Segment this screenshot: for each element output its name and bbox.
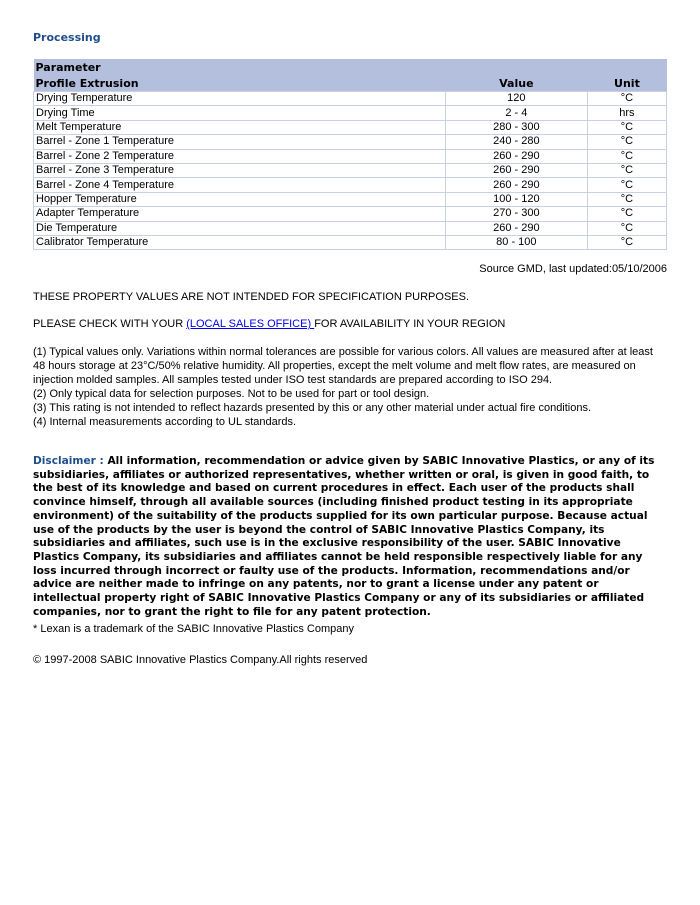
table-row xyxy=(34,106,667,120)
cell-unit: °C xyxy=(587,235,666,249)
cell-value: 240 - 280 xyxy=(445,135,587,149)
table-row xyxy=(34,120,667,134)
cell-unit: °C xyxy=(587,163,666,177)
cell-unit: hrs xyxy=(587,106,666,120)
header-value: Value xyxy=(499,76,534,90)
footnote: (1) Typical values only. Variations within normal tolerances are possible for various colors. All values are measured after at least 48 hours storage at 23°C/50% relative humidity. All properties, except the melt volume and melt flow rates, are measured on injection molded samples. All samples tested under ISO test standards are prepared according to ISO 294. xyxy=(33,346,653,386)
table-row xyxy=(34,92,667,106)
cell-unit: °C xyxy=(587,192,666,206)
footnotes xyxy=(33,345,667,429)
cell-value: 280 - 300 xyxy=(445,120,587,134)
cell-unit: °C xyxy=(587,178,666,192)
check-notice-after: FOR AVAILABILITY IN YOUR REGION xyxy=(314,318,506,330)
cell-parameter: Drying Temperature xyxy=(34,92,446,106)
cell-parameter: Adapter Temperature xyxy=(34,207,446,221)
cell-value: 260 - 290 xyxy=(445,178,587,192)
cell-unit: °C xyxy=(587,120,666,134)
cell-parameter: Barrel - Zone 4 Temperature xyxy=(34,178,446,192)
disclaimer-text: All information, recommendation or advice given by SABIC Innovative Plastics, or any of its subsidiaries, affiliates or authorized representatives, whether written or oral, is given in good faith, to the best of its knowledge and based on current procedures in effect. Each user of the products shall convince himself, through all available sources (including finished product testing in its appropriate environment) of the suitability of the products supplied for its own particular purpose. Because actual use of the products by the user is beyond the control of SABIC Innovative Plastics Company, its subsidiaries and affiliates, such use is in the exclusive responsibility of the user. SABIC Innovative Plastics Company, its subsidiaries and affiliates cannot be held responsible respectively liable for any loss incurred through incorrect or faulty use of the products. Information, recommendations and/or advice are neither made to infringe on any patents, nor to grant a license under any patent or intellectual property right of SABIC Innovative Plastics Company or any of its subsidiaries or affiliated companies, nor to grant the right to file for any patent protection. xyxy=(33,455,655,618)
header-parameter: Parameter xyxy=(35,60,101,74)
disclaimer-label: Disclaimer : xyxy=(33,455,108,467)
cell-value: 80 - 100 xyxy=(445,235,587,249)
cell-value: 2 - 4 xyxy=(445,106,587,120)
header-unit: Unit xyxy=(614,76,640,90)
table-header-row xyxy=(34,59,667,75)
cell-parameter: Drying Time xyxy=(34,106,446,120)
cell-parameter: Melt Temperature xyxy=(34,120,446,134)
cell-unit: °C xyxy=(587,135,666,149)
trademark-note: * Lexan is a trademark of the SABIC Innovative Plastics Company xyxy=(33,623,354,635)
table-row xyxy=(34,135,667,149)
cell-unit: °C xyxy=(587,221,666,235)
cell-unit: °C xyxy=(587,149,666,163)
disclaimer xyxy=(33,455,667,619)
table-body xyxy=(34,92,667,250)
cell-parameter: Hopper Temperature xyxy=(34,192,446,206)
table-row xyxy=(34,178,667,192)
table-row xyxy=(34,192,667,206)
table-row xyxy=(34,235,667,249)
cell-value: 120 xyxy=(445,92,587,106)
local-sales-office-link[interactable]: (LOCAL SALES OFFICE) xyxy=(186,318,315,330)
section-title: Processing xyxy=(33,31,101,44)
source-note: Source GMD, last updated:05/10/2006 xyxy=(479,263,667,275)
table-subheader-row xyxy=(34,75,667,92)
cell-value: 100 - 120 xyxy=(445,192,587,206)
check-notice xyxy=(33,317,667,331)
footnote: (4) Internal measurements according to UL standards. xyxy=(33,416,297,428)
header-profile-extrusion: Profile Extrusion xyxy=(35,76,139,90)
table-row xyxy=(34,149,667,163)
check-notice-before: PLEASE CHECK WITH YOUR xyxy=(33,318,187,330)
copyright: © 1997-2008 SABIC Innovative Plastics Company.All rights reserved xyxy=(33,654,368,666)
cell-value: 260 - 290 xyxy=(445,221,587,235)
cell-unit: °C xyxy=(587,92,666,106)
cell-unit: °C xyxy=(587,207,666,221)
cell-parameter: Barrel - Zone 1 Temperature xyxy=(34,135,446,149)
cell-parameter: Barrel - Zone 3 Temperature xyxy=(34,163,446,177)
table-row xyxy=(34,221,667,235)
spec-notice: THESE PROPERTY VALUES ARE NOT INTENDED FOR SPECIFICATION PURPOSES. xyxy=(33,291,470,303)
cell-parameter: Calibrator Temperature xyxy=(34,235,446,249)
processing-table xyxy=(33,59,667,250)
table-row xyxy=(34,163,667,177)
cell-parameter: Barrel - Zone 2 Temperature xyxy=(34,149,446,163)
cell-parameter: Die Temperature xyxy=(34,221,446,235)
footnote: (3) This rating is not intended to reflect hazards presented by this or any other material under actual fire conditions. xyxy=(33,402,592,414)
cell-value: 260 - 290 xyxy=(445,163,587,177)
cell-value: 270 - 300 xyxy=(445,207,587,221)
cell-value: 260 - 290 xyxy=(445,149,587,163)
table-row xyxy=(34,207,667,221)
footnote: (2) Only typical data for selection purposes. Not to be used for part or tool design. xyxy=(33,388,430,400)
